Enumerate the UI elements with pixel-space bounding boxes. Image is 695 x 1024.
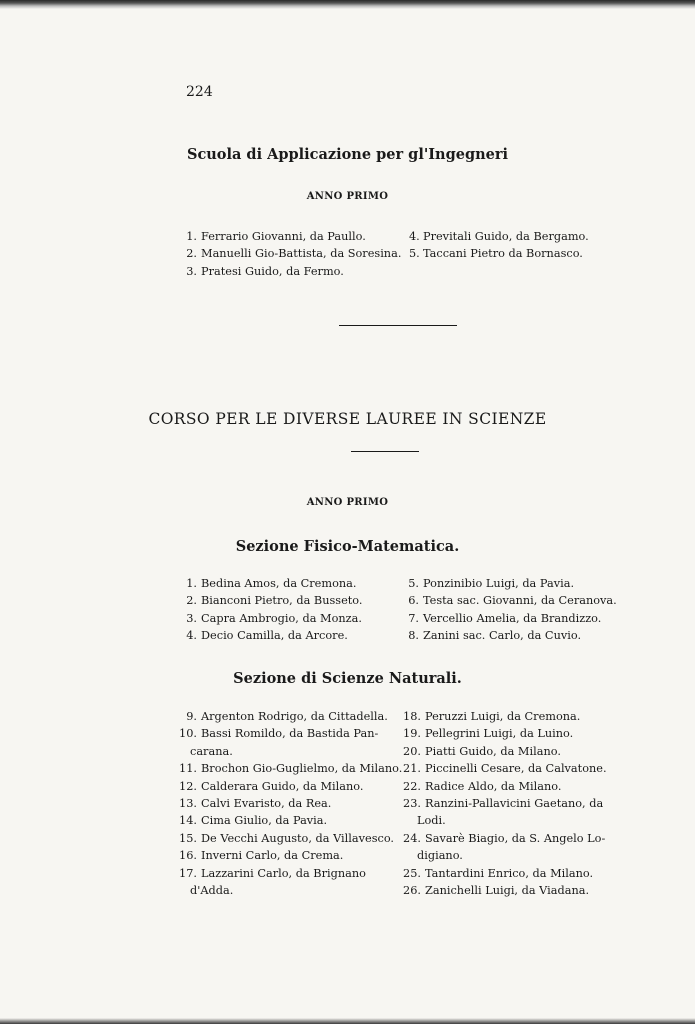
list-item-number: 10. [179,727,197,741]
list-item-number: 1. [186,577,197,590]
list-item [405,592,617,609]
list-item-text: Inverni Carlo, da Crema. [201,849,344,863]
list-item-number: 16. [179,849,197,863]
list-item-text: Peruzzi Luigi, da Cremona. [425,710,581,723]
list-item-text: Calvi Evaristo, da Rea. [201,797,332,811]
list-item-number: 11. [179,762,197,776]
list-item-number: 4. [409,230,420,243]
list-item-text: Vercellio Amelia, da Brandizzo. [423,611,602,625]
scan-top-edge [0,0,695,9]
list-item-text: Decio Camilla, da Arcore. [201,629,348,643]
list-item [403,778,607,795]
section-title-sciences: CORSO PER LE DIVERSE LAUREE IN SCIENZE [148,410,547,428]
list-item-number: 9. [186,710,197,723]
list-item-number: 17. [179,866,197,880]
list-item [183,610,363,627]
list-item-text: Bianconi Pietro, da Busseto. [201,594,363,608]
list-item [176,812,402,829]
list-item [183,228,401,245]
list-item-text: Argenton Rodrigo, da Cittadella. [201,710,388,723]
list-item [176,830,402,847]
list-item-number: 25. [403,866,421,880]
subsection-title-fisico-matematica: Sezione Fisico-Matematica. [235,538,460,555]
list-item-text: Ferrario Giovanni, da Paullo. [201,230,366,243]
list-item [176,708,402,725]
list-item-continuation: d'Adda. [190,884,234,898]
list-item [405,627,617,644]
list-item-text: Tantardini Enrico, da Milano. [425,866,594,880]
list-item-number: 13. [179,797,197,811]
list-item-text: Lazzarini Carlo, da Brignano [201,866,366,880]
list-item-text: De Vecchi Augusto, da Villavesco. [201,831,395,845]
list-item [403,830,607,847]
list-item-number: 6. [408,594,419,608]
short-rule [351,451,419,452]
list-fisico-right [405,575,617,645]
list-item-text: Radice Aldo, da Milano. [425,779,562,793]
list-item-number: 3. [186,611,197,625]
list-item [403,882,607,899]
list-item [403,743,607,760]
list-item [403,865,607,882]
list-item-number: 5. [408,577,419,590]
list-item-number: 18. [403,710,421,723]
list-item-number: 24. [403,831,421,845]
list-item-text: Bassi Romildo, da Bastida Pan- [201,727,379,741]
list-item [183,263,401,280]
scan-bottom-edge [0,1018,695,1024]
list-item-number: 2. [186,594,197,608]
list-item-text: Pellegrini Luigi, da Luino. [425,727,574,741]
list-item-number: 12. [179,779,197,793]
list-item-number: 15. [179,831,197,845]
list-item [176,795,402,812]
list-item-text: Ponzinibio Luigi, da Pavia. [423,577,575,590]
list-item-number: 7. [408,611,419,625]
list-item-number: 5. [409,247,420,261]
list-item-number: 22. [403,779,421,793]
list-item-number: 26. [403,884,421,898]
list-item-text: Bedina Amos, da Cremona. [201,577,357,590]
list-item-number: 4. [186,629,197,643]
list-item-number: 1. [186,230,197,243]
list-item [403,725,607,742]
list-item-text: Piccinelli Cesare, da Calvatone. [425,762,607,776]
list-item [409,245,589,262]
list-item-number: 8. [408,629,419,643]
list-naturali-left [176,708,402,899]
list-item [183,575,363,592]
list-item-number: 20. [403,744,421,758]
list-item-text: Capra Ambrogio, da Monza. [201,611,362,625]
list-item-continuation: digiano. [417,849,463,863]
section-title-engineering: Scuola di Applicazione per gl'Ingegneri [186,146,509,163]
list-naturali-right [403,708,607,899]
list-item-text: Savarè Biagio, da S. Angelo Lo- [425,831,606,845]
list-item-text: Ranzini-Pallavicini Gaetano, da [425,797,604,811]
year-label-sciences: ANNO PRIMO [306,497,389,508]
divider-rule [339,325,457,326]
list-item-text: Testa sac. Giovanni, da Ceranova. [423,594,617,608]
list-item-number: 19. [403,727,421,741]
list-item-text: Zanichelli Luigi, da Viadana. [425,884,590,898]
list-item-text: Zanini sac. Carlo, da Cuvio. [423,629,582,643]
list-item-number: 14. [179,814,197,828]
list-item [176,847,402,864]
list-item [405,610,617,627]
list-item-number: 2. [186,247,197,261]
list-item [176,725,402,742]
list-item-text: Pratesi Guido, da Fermo. [201,264,344,278]
list-item-text: Piatti Guido, da Milano. [425,744,561,758]
list-engineering-right [409,228,589,263]
list-item [183,627,363,644]
list-item [176,760,402,777]
list-item-number: 3. [186,264,197,278]
list-item-text: Manuelli Gio-Battista, da Soresina. [201,247,402,261]
list-item-text: Taccani Pietro da Bornasco. [423,247,583,261]
list-fisico-left [183,575,363,645]
list-engineering-left [183,228,401,280]
list-item-continuation: carana. [190,744,233,758]
list-item [176,778,402,795]
list-item-text: Brochon Gio-Guglielmo, da Milano. [201,762,403,776]
list-item [405,575,617,592]
list-item [176,865,402,882]
list-item [183,592,363,609]
list-item [403,795,607,812]
page-number: 224 [186,84,213,100]
list-item-number: 21. [403,762,421,776]
list-item [403,760,607,777]
list-item [409,228,589,245]
list-item [183,245,401,262]
list-item-continuation: Lodi. [417,814,446,828]
list-item [403,708,607,725]
list-item-number: 23. [403,797,421,811]
list-item-text: Cima Giulio, da Pavia. [201,814,328,828]
subsection-title-scienze-naturali: Sezione di Scienze Naturali. [233,670,462,687]
list-item-text: Previtali Guido, da Bergamo. [423,230,589,243]
year-label-engineering: ANNO PRIMO [306,191,389,202]
list-item-text: Calderara Guido, da Milano. [201,779,364,793]
